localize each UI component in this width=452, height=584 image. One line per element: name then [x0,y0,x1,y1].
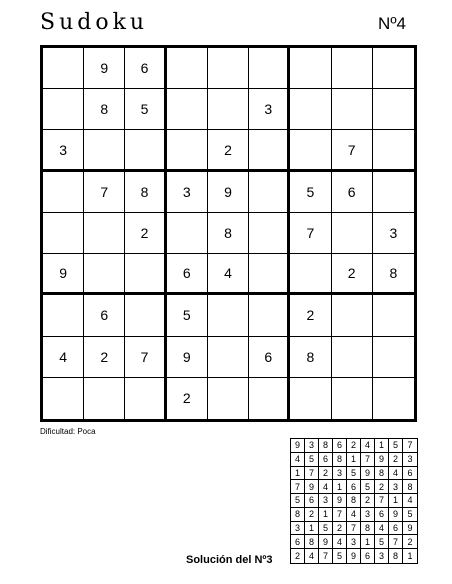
solution-cell: 3 [333,467,347,481]
solution-cell: 1 [333,480,347,494]
sudoku-cell[interactable] [373,172,414,213]
solution-cell: 2 [305,508,319,522]
sudoku-cell[interactable] [332,48,373,89]
sudoku-cell[interactable] [208,337,249,378]
solution-cell: 4 [291,453,305,467]
sudoku-cell[interactable] [249,295,290,336]
puzzle-number: Nº4 [378,14,406,33]
sudoku-cell[interactable] [125,295,166,336]
solution-cell: 6 [403,467,417,481]
solution-cell: 8 [361,522,375,536]
solution-cell: 1 [361,535,375,549]
sudoku-cell[interactable]: 2 [125,213,166,254]
sudoku-cell[interactable] [125,378,166,419]
solution-cell: 8 [403,480,417,494]
solution-cell: 4 [333,535,347,549]
solution-cell: 6 [375,508,389,522]
solution-cell: 9 [375,453,389,467]
sudoku-cell[interactable] [249,48,290,89]
page-title: Sudoku [40,10,149,35]
sudoku-cell[interactable]: 2 [167,378,208,419]
sudoku-cell[interactable]: 7 [332,130,373,171]
solution-cell: 4 [319,480,333,494]
sudoku-cell[interactable]: 8 [208,213,249,254]
solution-cell: 4 [305,549,319,563]
solution-cell: 1 [407,551,413,562]
sudoku-cell[interactable]: 8 [84,89,125,130]
sudoku-cell[interactable]: 6 [84,295,125,336]
sudoku-cell[interactable] [373,337,414,378]
solution-cell: 2 [291,549,305,563]
sudoku-cell[interactable] [332,295,373,336]
sudoku-cell[interactable]: 6 [332,172,373,213]
solution-cell: 1 [319,508,333,522]
sudoku-cell[interactable] [249,130,290,171]
solution-cell: 3 [375,549,389,563]
sudoku-cell[interactable]: 3 [249,89,290,130]
solution-cell: 3 [389,480,403,494]
solution-cell: 2 [375,480,389,494]
sudoku-cell[interactable]: 6 [125,48,166,89]
solution-cell: 9 [291,439,305,453]
solution-cell: 7 [319,549,333,563]
solution-cell: 5 [403,508,417,522]
solution-cell: 5 [347,467,361,481]
solution-cell: 6 [361,549,375,563]
solution-cell: 8 [291,508,305,522]
solution-cell: 9 [319,535,333,549]
solution-cell: 6 [291,535,305,549]
solution-cell: 4 [389,467,403,481]
solution-label: Solución del Nº3 [186,554,273,566]
sudoku-cell[interactable]: 9 [43,254,84,295]
sudoku-cell[interactable] [373,378,414,419]
sudoku-cell[interactable] [167,213,208,254]
solution-cell: 6 [319,453,333,467]
sudoku-cell[interactable]: 9 [167,337,208,378]
sudoku-cell[interactable] [373,48,414,89]
solution-cell: 5 [389,439,403,453]
sudoku-cell[interactable] [167,89,208,130]
solution-cell: 5 [319,522,333,536]
sudoku-cell[interactable] [167,48,208,89]
sudoku-cell[interactable]: 2 [332,254,373,295]
solution-cell: 2 [347,439,361,453]
solution-cell: 6 [305,494,319,508]
solution-cell: 5 [305,453,319,467]
sudoku-cell[interactable] [208,89,249,130]
sudoku-cell[interactable] [373,295,414,336]
sudoku-cell[interactable] [84,213,125,254]
solution-cell: 7 [347,522,361,536]
solution-cell: 9 [389,508,403,522]
solution-cell: 2 [361,494,375,508]
solution-cell: 7 [403,439,417,453]
solution-cell: 9 [361,467,375,481]
solution-cell: 6 [389,522,403,536]
solution-cell: 3 [305,439,319,453]
solution-cell: 3 [361,508,375,522]
sudoku-cell[interactable] [125,130,166,171]
sudoku-cell[interactable] [332,378,373,419]
sudoku-cell[interactable] [332,337,373,378]
solution-cell: 7 [291,480,305,494]
sudoku-cell[interactable] [249,254,290,295]
sudoku-cell[interactable] [43,172,84,213]
sudoku-cell[interactable] [43,89,84,130]
sudoku-cell[interactable]: 7 [84,172,125,213]
solution-grid [290,438,418,564]
sudoku-cell[interactable]: 3 [43,130,84,171]
solution-cell: 8 [389,549,403,563]
sudoku-cell[interactable]: 5 [290,172,331,213]
sudoku-cell[interactable] [290,378,331,419]
sudoku-cell[interactable]: 6 [167,254,208,295]
sudoku-cell[interactable]: 6 [249,337,290,378]
solution-cell: 5 [375,535,389,549]
sudoku-cell[interactable]: 3 [373,213,414,254]
solution-cell: 3 [319,494,333,508]
sudoku-cell[interactable] [43,213,84,254]
solution-cell: 2 [389,453,403,467]
sudoku-cell[interactable]: 8 [125,172,166,213]
sudoku-cell[interactable]: 2 [84,337,125,378]
sudoku-cell[interactable]: 8 [373,254,414,295]
solution-cell: 2 [333,522,347,536]
sudoku-cell[interactable] [43,48,84,89]
sudoku-cell[interactable] [373,89,414,130]
sudoku-cell[interactable] [249,378,290,419]
solution-cell: 1 [389,494,403,508]
solution-cell: 2 [403,535,417,549]
solution-cell: 7 [375,494,389,508]
sudoku-grid [40,45,417,422]
sudoku-cell[interactable]: 9 [208,172,249,213]
solution-cell: 7 [333,508,347,522]
solution-cell: 5 [361,480,375,494]
sudoku-cell[interactable]: 8 [290,337,331,378]
solution-cell: 4 [361,439,375,453]
sudoku-cell[interactable] [332,89,373,130]
sudoku-cell[interactable]: 2 [290,295,331,336]
sudoku-cell[interactable]: 5 [125,89,166,130]
sudoku-cell[interactable] [167,130,208,171]
sudoku-cell[interactable] [332,213,373,254]
sudoku-cell[interactable]: 2 [208,130,249,171]
solution-cell: 8 [333,453,347,467]
solution-cell: 3 [347,535,361,549]
sudoku-cell[interactable] [290,130,331,171]
sudoku-cell[interactable]: 4 [208,254,249,295]
solution-cell: 8 [305,535,319,549]
sudoku-cell[interactable]: 5 [167,295,208,336]
solution-cell: 8 [319,439,333,453]
solution-cell: 6 [333,439,347,453]
sudoku-cell[interactable] [43,378,84,419]
solution-cell: 4 [403,494,417,508]
solution-cell: 9 [347,549,361,563]
solution-cell: 8 [347,494,361,508]
sudoku-cell[interactable]: 7 [290,213,331,254]
solution-cell: 1 [375,439,389,453]
solution-cell: 5 [291,494,305,508]
sudoku-cell[interactable] [208,378,249,419]
sudoku-cell[interactable]: 3 [167,172,208,213]
sudoku-cell[interactable]: 4 [43,337,84,378]
solution-cell: 7 [305,467,319,481]
solution-cell: 3 [403,453,417,467]
solution-cell: 4 [347,508,361,522]
sudoku-cell[interactable] [125,254,166,295]
solution-cell: 3 [291,522,305,536]
solution-cell: 4 [375,522,389,536]
solution-cell: 6 [347,480,361,494]
sudoku-cell[interactable] [290,254,331,295]
sudoku-cell[interactable] [290,48,331,89]
sudoku-cell[interactable] [249,213,290,254]
sudoku-cell[interactable] [84,130,125,171]
solution-cell: 7 [361,453,375,467]
solution-cell: 9 [333,494,347,508]
sudoku-cell[interactable] [208,295,249,336]
solution-cell: 1 [291,467,305,481]
solution-cell: 9 [403,522,417,536]
sudoku-cell[interactable] [290,89,331,130]
solution-cell: 9 [305,480,319,494]
solution-cell: 1 [347,453,361,467]
sudoku-cell[interactable]: 7 [125,337,166,378]
solution-cell: 7 [389,535,403,549]
solution-cell: 2 [319,467,333,481]
solution-cell: 8 [375,467,389,481]
sudoku-cell[interactable]: 9 [84,48,125,89]
difficulty-label: Dificultad: Poca [40,427,96,436]
solution-cell: 5 [333,549,347,563]
sudoku-cell[interactable] [84,378,125,419]
sudoku-cell[interactable] [208,48,249,89]
sudoku-cell[interactable] [43,295,84,336]
sudoku-cell[interactable] [84,254,125,295]
sudoku-cell[interactable] [249,172,290,213]
solution-cell: 1 [305,522,319,536]
sudoku-cell[interactable] [373,130,414,171]
